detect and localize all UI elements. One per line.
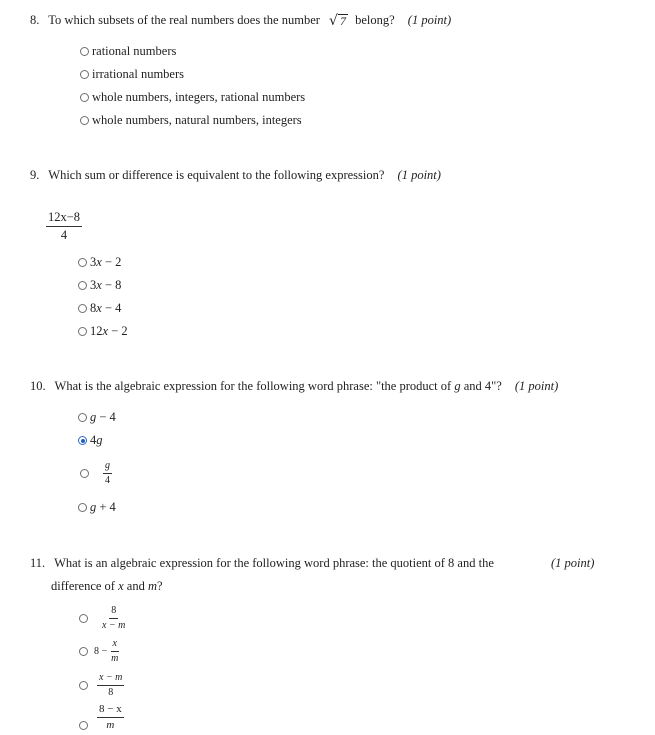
radio-button[interactable] bbox=[80, 70, 89, 79]
question-10-prompt bbox=[30, 379, 558, 394]
fraction bbox=[97, 673, 124, 698]
question-text: What is the algebraic expression for the following word phrase: "the product of bbox=[54, 379, 452, 393]
q9-expression bbox=[46, 211, 82, 241]
option-label: 12x − 2 bbox=[90, 324, 128, 338]
points-label: (1 point) bbox=[407, 13, 452, 27]
radio-button[interactable] bbox=[78, 258, 87, 267]
q9-option-4[interactable] bbox=[78, 324, 128, 339]
fraction-numerator: 8 − x bbox=[97, 704, 124, 718]
variable-g: g bbox=[454, 379, 461, 393]
question-8-prompt bbox=[30, 13, 451, 28]
q8-option-2[interactable] bbox=[80, 67, 184, 82]
option-label: 4g bbox=[90, 433, 103, 447]
option-label: rational numbers bbox=[92, 44, 177, 58]
option-label: 8x − 4 bbox=[90, 301, 122, 315]
q10-option-2[interactable] bbox=[78, 433, 103, 448]
fraction-numerator: g bbox=[103, 461, 112, 474]
fraction bbox=[97, 704, 124, 731]
fraction-numerator: 8 bbox=[109, 606, 118, 619]
q9-option-3[interactable] bbox=[78, 301, 121, 316]
fraction bbox=[46, 211, 82, 241]
radio-button[interactable] bbox=[80, 116, 89, 125]
q10-option-4[interactable] bbox=[78, 500, 116, 515]
radio-button[interactable] bbox=[78, 503, 87, 512]
variable-m: m bbox=[147, 579, 157, 593]
radio-button[interactable] bbox=[78, 281, 87, 290]
option-label: g + 4 bbox=[90, 500, 116, 514]
question-number: 9. bbox=[30, 168, 40, 182]
fraction-denominator: 8 bbox=[108, 687, 114, 698]
radio-button[interactable] bbox=[79, 614, 88, 623]
q11-option-1[interactable] bbox=[79, 606, 127, 631]
q8-option-4[interactable] bbox=[80, 113, 302, 128]
option-label: g − 4 bbox=[90, 410, 116, 424]
option-label: 3x − 8 bbox=[90, 278, 122, 292]
radio-button[interactable] bbox=[78, 413, 87, 422]
radio-button[interactable] bbox=[79, 647, 88, 656]
fraction-denominator: m bbox=[106, 719, 115, 731]
radical-sign-icon: √ bbox=[329, 13, 338, 30]
radio-button[interactable] bbox=[78, 304, 87, 313]
fraction-denominator: m bbox=[111, 653, 119, 664]
square-root-expression bbox=[329, 14, 348, 28]
radio-button[interactable] bbox=[80, 469, 89, 478]
fraction bbox=[109, 639, 120, 664]
fraction-denominator: 4 bbox=[105, 475, 110, 486]
option-label: whole numbers, natural numbers, integers bbox=[92, 113, 302, 127]
q9-option-1[interactable] bbox=[78, 255, 121, 270]
points-label-q11: (1 point) bbox=[551, 556, 595, 570]
q8-option-3[interactable] bbox=[80, 90, 305, 105]
radio-button[interactable] bbox=[80, 93, 89, 102]
question-text: To which subsets of the real numbers does the number bbox=[48, 13, 320, 27]
question-11-prompt-line2: difference of x and m? bbox=[51, 579, 163, 593]
option-label: 3x − 2 bbox=[90, 255, 122, 269]
question-9-prompt bbox=[30, 168, 441, 183]
fraction-numerator: x − m bbox=[97, 673, 124, 686]
variable-x: x bbox=[118, 579, 124, 593]
points-label: (1 point) bbox=[514, 379, 559, 393]
question-text-end: belong? bbox=[355, 13, 395, 27]
fraction-denominator: 4 bbox=[60, 227, 68, 242]
fraction bbox=[103, 461, 112, 486]
radio-button[interactable] bbox=[79, 721, 88, 730]
q11-option-4[interactable] bbox=[79, 704, 124, 731]
option-lead: 8 − bbox=[94, 646, 108, 657]
fraction-denominator: x − m bbox=[102, 620, 126, 631]
q10-option-1[interactable] bbox=[78, 410, 116, 425]
question-text: Which sum or difference is equivalent to the following expression? bbox=[48, 168, 385, 182]
radio-button[interactable] bbox=[80, 47, 89, 56]
q10-option-3[interactable] bbox=[80, 461, 112, 486]
radicand: 7 bbox=[339, 14, 346, 29]
question-number: 8. bbox=[30, 13, 40, 27]
radio-button[interactable] bbox=[79, 681, 88, 690]
question-text: What is an algebraic expression for the following word phrase: the quotient of 8 and the bbox=[54, 556, 494, 570]
question-number: 11. bbox=[30, 556, 46, 570]
option-label: whole numbers, integers, rational numbers bbox=[92, 90, 306, 104]
option-label: irrational numbers bbox=[92, 67, 184, 81]
question-text-end: and 4"? bbox=[463, 379, 502, 393]
question-11-prompt bbox=[30, 556, 494, 571]
fraction-numerator: 12x−8 bbox=[46, 211, 82, 227]
radio-button[interactable] bbox=[78, 327, 87, 336]
q11-option-2[interactable] bbox=[79, 639, 120, 664]
fraction bbox=[100, 606, 127, 631]
radio-button-selected[interactable] bbox=[78, 436, 87, 445]
q9-option-2[interactable] bbox=[78, 278, 121, 293]
q11-option-3[interactable] bbox=[79, 673, 124, 698]
q8-option-1[interactable] bbox=[80, 44, 176, 59]
points-label: (1 point) bbox=[397, 168, 441, 182]
question-number: 10. bbox=[30, 379, 46, 393]
fraction-numerator: x bbox=[111, 639, 119, 652]
